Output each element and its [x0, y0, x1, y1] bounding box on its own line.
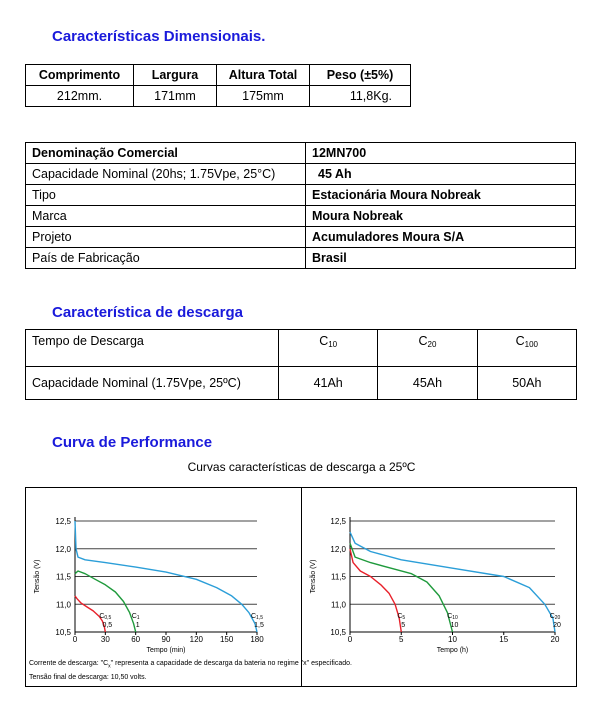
series-label-value: 0,5 [102, 622, 113, 629]
table-row [26, 185, 576, 206]
x-tick-label: 30 [100, 635, 110, 644]
y-tick-label: 12,5 [55, 517, 71, 526]
table-row [26, 227, 576, 248]
table-row [26, 86, 411, 107]
discharge-table [25, 329, 577, 400]
spec-value [306, 164, 576, 185]
c100-letter: C [515, 334, 525, 348]
series-label-value: 10 [450, 622, 459, 629]
performance-title: Curva de Performance [52, 434, 213, 451]
c100-header [477, 330, 576, 367]
series-label-sub: 10 [452, 615, 458, 621]
header-comprimento: Comprimento [26, 65, 134, 86]
c10-value: 41Ah [279, 367, 378, 400]
c20-sub: 20 [427, 340, 437, 349]
y-tick-label: 11,5 [56, 572, 71, 582]
header-peso: Peso (±5%) [310, 65, 411, 86]
chart-right [302, 488, 577, 686]
c20-letter: C [418, 334, 428, 348]
x-tick-label: 5 [399, 635, 404, 644]
y-tick-label: 12,5 [330, 517, 346, 526]
y-tick-label: 10,5 [55, 628, 71, 637]
value-comprimento: 212mm. [26, 86, 134, 107]
c100-sub: 100 [524, 340, 539, 349]
series-label-sub: 1,5 [256, 615, 264, 621]
x-tick-label: 20 [550, 635, 560, 644]
table-row [26, 248, 576, 269]
spec-value: Moura Nobreak [306, 206, 576, 227]
series-label-sub: 1 [136, 615, 140, 621]
y-axis-label: Tensão (V) [34, 559, 41, 594]
spec-value: 12MN700 [306, 143, 576, 164]
series-label-sub: 0,5 [104, 615, 112, 621]
table-header-row [26, 65, 411, 86]
series-line [350, 549, 401, 632]
value-peso: 11,8Kg. [310, 86, 411, 107]
spec-label: Projeto [26, 227, 306, 248]
x-tick-label: 0 [347, 635, 353, 644]
table-row [26, 143, 576, 164]
chart-frame [25, 487, 577, 687]
discharge-title: Característica de descarga [52, 304, 243, 321]
x-tick-label: 10 [448, 635, 457, 644]
series-label: C1,5 [250, 613, 264, 621]
specs-table [25, 142, 576, 269]
series-label-value: 20 [553, 622, 561, 629]
spec-value: Acumuladores Moura S/A [306, 227, 576, 248]
value-altura: 175mm [217, 86, 310, 107]
y-tick-label: 10,5 [330, 628, 346, 637]
spec-label: Capacidade Nominal (20hs; 1.75Vpe, 25°C) [26, 164, 306, 185]
table-row [26, 367, 577, 400]
table-row [26, 330, 577, 367]
c100-value: 50Ah [477, 367, 576, 400]
c10-header [279, 330, 378, 367]
y-tick-label: 12,0 [55, 544, 71, 554]
chart-caption: Curvas características de descarga a 25ºC [187, 460, 416, 474]
table-row [26, 164, 576, 185]
y-tick-label: 11,5 [331, 572, 346, 582]
note-current [29, 658, 352, 672]
spec-value-text: 45 Ah [318, 167, 352, 181]
x-tick-label: 150 [219, 635, 234, 644]
c20-header [378, 330, 477, 367]
note1-sub: x [108, 663, 111, 670]
spec-label: Tipo [26, 185, 306, 206]
note1-prefix: Corrente de descarga: "C [29, 660, 109, 667]
header-largura: Largura [134, 65, 217, 86]
spec-value: Estacionária Moura Nobreak [306, 185, 576, 206]
spec-label: Denominação Comercial [26, 143, 306, 164]
x-tick-label: 15 [499, 635, 509, 644]
note-voltage: Tensão final de descarga: 10,50 volts. [29, 674, 147, 682]
series-label-sub: 5 [402, 615, 406, 621]
discharge-time-label: Tempo de Descarga [26, 330, 279, 367]
series-label-sub: 20 [554, 615, 561, 621]
series-label-value: 1 [135, 622, 140, 629]
series-label: C5 [397, 613, 406, 621]
spec-value: Brasil [306, 248, 576, 269]
x-axis-label: Tempo (h) [436, 647, 469, 654]
x-tick-label: 90 [161, 635, 171, 644]
series-label: C0,5 [99, 613, 112, 621]
series-label: C1 [131, 613, 140, 621]
dimensions-title: Características Dimensionais. [52, 28, 266, 45]
chart-notes [29, 658, 352, 683]
table-row [26, 206, 576, 227]
x-tick-label: 0 [72, 635, 78, 644]
c10-letter: C [319, 334, 329, 348]
dimensions-table [25, 64, 411, 107]
c20-value: 45Ah [378, 367, 477, 400]
discharge-capacity-label: Capacidade Nominal (1.75Vpe, 25ºC) [26, 367, 279, 400]
series-label: C10 [447, 613, 458, 621]
y-tick-label: 11,0 [56, 600, 71, 610]
c10-sub: 10 [328, 340, 338, 349]
x-tick-label: 120 [189, 635, 204, 644]
y-axis-label: Tensão (V) [310, 559, 317, 594]
y-tick-label: 12,0 [330, 544, 346, 554]
header-altura: Altura Total [217, 65, 310, 86]
x-tick-label: 60 [131, 635, 141, 644]
x-tick-label: 180 [250, 635, 264, 644]
series-label-value: 5 [401, 622, 406, 629]
note1-suffix: " representa a capacidade de descarga da bateria no regime "x" especificado. [110, 660, 352, 667]
chart-left [26, 488, 301, 686]
x-axis-label: Tempo (min) [146, 647, 186, 654]
value-largura: 171mm [134, 86, 217, 107]
series-label: C20 [549, 613, 561, 621]
spec-label: País de Fabricação [26, 248, 306, 269]
spec-label: Marca [26, 206, 306, 227]
y-tick-label: 11,0 [331, 600, 346, 610]
series-label-value: 1,5 [254, 622, 264, 629]
